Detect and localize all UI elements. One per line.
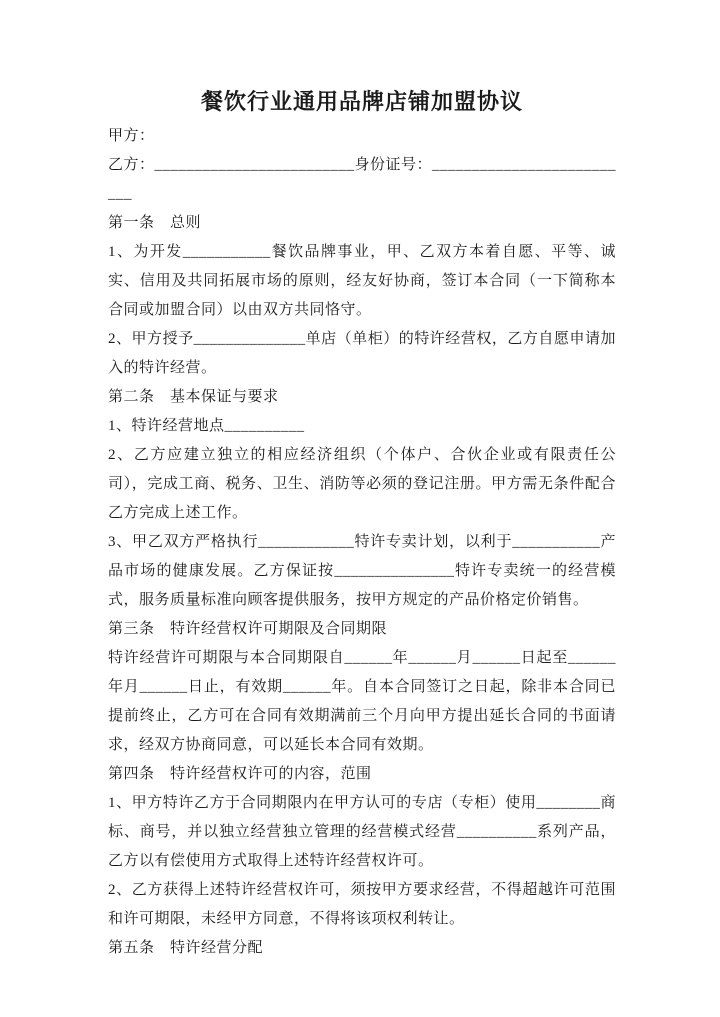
article-1-heading: 第一条 总则 <box>108 215 202 231</box>
article-4-clause-2: 2、乙方获得上述特许经营权许可，须按甲方要求经营，不得超越许可范围和许可期限，未经甲方同意，不得将该项权利转让。 <box>108 882 616 927</box>
article-4-clause-1: 1、甲方特许乙方于合同期限内在甲方认可的专店（专柜）使用________商标、商号，并以独立经营独立管理的经营模式经营__________系列产品，乙方以有偿使用方式取得上述特许经营权许可。 <box>108 795 616 869</box>
article-2-clause-3: 3、甲乙双方严格执行____________特许专卖计划，以利于___________产品市场的健康发展。乙方保证按_______________特许专卖统一的经营模式，服务质量标准向顾客提供服务，按甲方规定的产品价格定价销售。 <box>108 534 616 608</box>
party-a-field: 甲方： <box>108 128 155 144</box>
article-3-heading: 第三条 特许经营权许可期限及合同期限 <box>108 621 388 637</box>
article-1-clause-1: 1、为开发___________餐饮品牌事业，甲、乙双方本着自愿、平等、诚实、信用及共同拓展市场的原则，经友好协商，签订本合同（一下简称本合同或加盟合同）以由双方共同恪守。 <box>108 244 616 318</box>
article-4-heading: 第四条 特许经营权许可的内容，范围 <box>108 766 372 782</box>
document-body <box>108 122 616 963</box>
article-2-heading: 第二条 基本保证与要求 <box>108 389 279 405</box>
party-b-field: 乙方：_________________________身份证号：__________________________ <box>108 157 617 202</box>
article-3-clause-1: 特许经营许可期限与本合同期限自______年______月______日起至______年月______日止，有效期______年。自本合同签订之日起，除非本合同已提前终止，乙方可在合同有效期满前三个月向甲方提出延长合同的书面请求，经双方协商同意，可以延长本合同有效期。 <box>108 650 616 753</box>
article-1-clause-2: 2、甲方授予______________单店（单柜）的特许经营权，乙方自愿申请加入的特许经营。 <box>108 331 616 376</box>
article-5-heading: 第五条 特许经营分配 <box>108 940 264 956</box>
document-title: 餐饮行业通用品牌店铺加盟协议 <box>200 89 523 114</box>
article-2-clause-2: 2、乙方应建立独立的相应经济组织（个体户、合伙企业或有限责任公司），完成工商、税务、卫生、消防等必须的登记注册。甲方需无条件配合乙方完成上述工作。 <box>108 447 616 521</box>
article-2-clause-1: 1、特许经营地点__________ <box>108 418 305 434</box>
